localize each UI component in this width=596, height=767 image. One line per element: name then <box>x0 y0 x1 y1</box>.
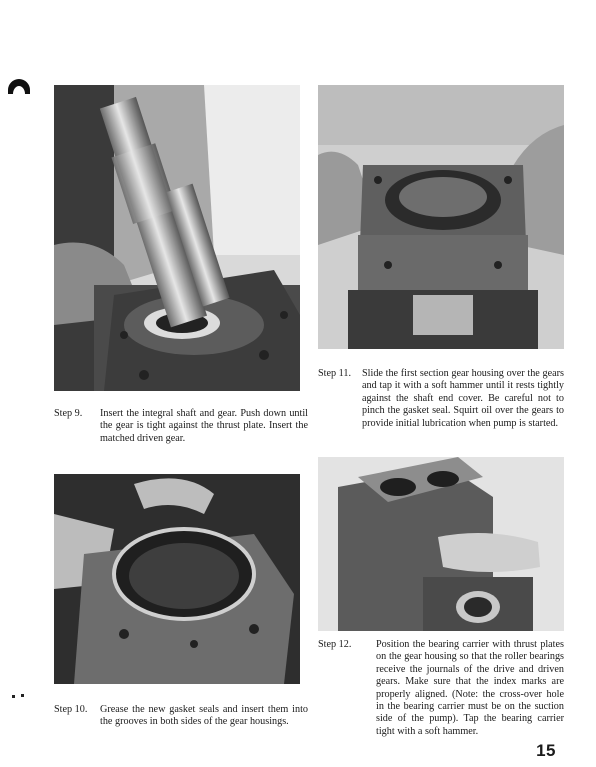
step-label: Step 11. <box>318 368 352 379</box>
binder-hole-mark <box>6 70 32 96</box>
step-label: Step 10. <box>54 704 88 715</box>
step-12-photo <box>318 457 564 631</box>
step-12-caption <box>318 639 564 751</box>
step-9-caption <box>54 408 308 458</box>
step-9-photo <box>54 85 300 391</box>
step-11-caption <box>318 368 564 443</box>
step-label: Step 12. <box>318 639 352 650</box>
step-11-photo <box>318 85 564 349</box>
step-instructions: Position the bearing carrier with thrust plates on the gear housing so that the roller bearings receive the journals of the drive and driven gears. Make sure that the index marks are properly aligned. (Note: the cross-over hole in the bearing carrier must be on the suction side of the pump). Tap the bearing carrier tight with a soft hammer. <box>376 639 564 737</box>
step-instructions: Grease the new gasket seals and insert them into the grooves in both sides of the gear housings. <box>100 704 308 728</box>
step-instructions: Slide the first section gear housing over the gears and tap it with a soft hammer until it rests tightly against the shaft end cover. Be careful not to pinch the gasket seal. Squirt oil over the gears to provide initial lubrication when pump is started. <box>362 368 564 429</box>
step-label: Step 9. <box>54 408 83 419</box>
page-number: 15 <box>536 741 556 760</box>
step-10-photo <box>54 474 300 684</box>
step-instructions: Insert the integral shaft and gear. Push down until the gear is tight against the thrust plate. Insert the matched driven gear. <box>100 408 308 444</box>
scan-speck <box>12 688 26 696</box>
step-10-caption <box>54 704 308 742</box>
